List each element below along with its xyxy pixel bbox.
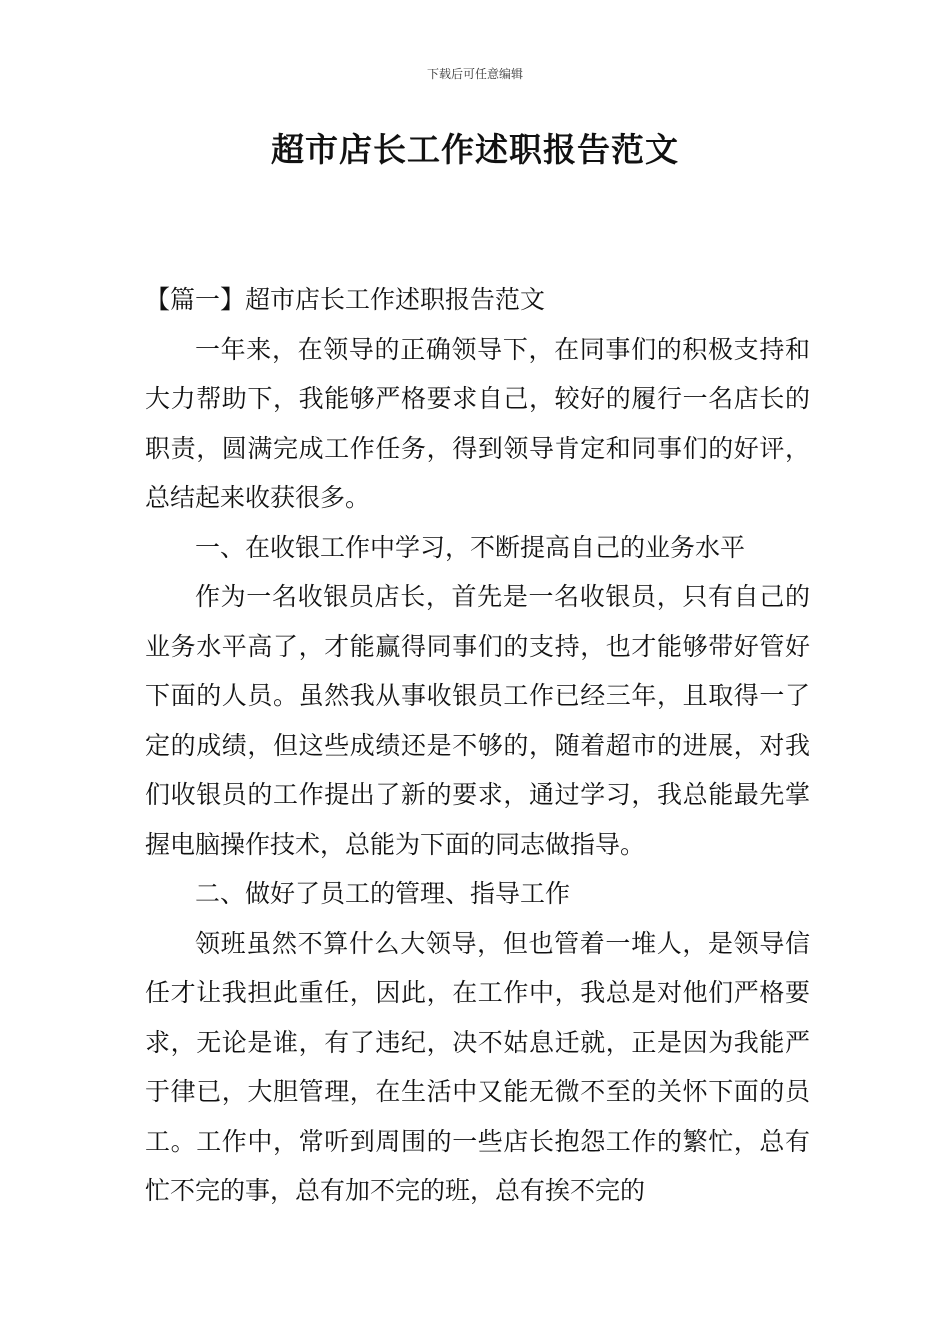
- section-heading: 【篇一】超市店长工作述职报告范文: [145, 285, 546, 314]
- header-note: 下载后可任意编辑: [426, 67, 523, 81]
- paragraph-staff-management: 领班虽然不算什么大领导，但也管着一堆人，是领导信任才让我担此重任，因此，在工作中，我总是对他们严格要求，无论是谁，有了违纪，决不姑息迁就，正是因为我能严于律已，大胆管理，在生活中又能无微不至的关怀下面的员工。工作中，常听到周围的一些店长抱怨工作的繁忙，总有忙不完的事，总有加不完的班，总有挨不完的: [145, 928, 810, 1205]
- document-body: [145, 275, 810, 1216]
- document-title: 超市店长工作述职报告范文: [271, 130, 679, 169]
- paragraph-cashier-work: 作为一名收银员店长，首先是一名收银员，只有自己的业务水平高了，才能赢得同事们的支持，也才能够带好管好下面的人员。虽然我从事收银员工作已经三年，且取得一了定的成绩，但这些成绩还是不够的，随着超市的进展，对我们收银员的工作提出了新的要求，通过学习，我总能最先掌握电脑操作技术，总能为下面的同志做指导。: [145, 582, 810, 859]
- heading-part-two: 二、做好了员工的管理、指导工作: [195, 879, 571, 908]
- heading-part-one: 一、在收银工作中学习，不断提高自己的业务水平: [195, 532, 746, 562]
- paragraph-intro: 一年来，在领导的正确领导下，在同事们的积极支持和大力帮助下，我能够严格要求自己，较好的履行一名店长的职责，圆满完成工作任务，得到领导肯定和同事们的好评，总结起来收获很多。: [145, 334, 810, 512]
